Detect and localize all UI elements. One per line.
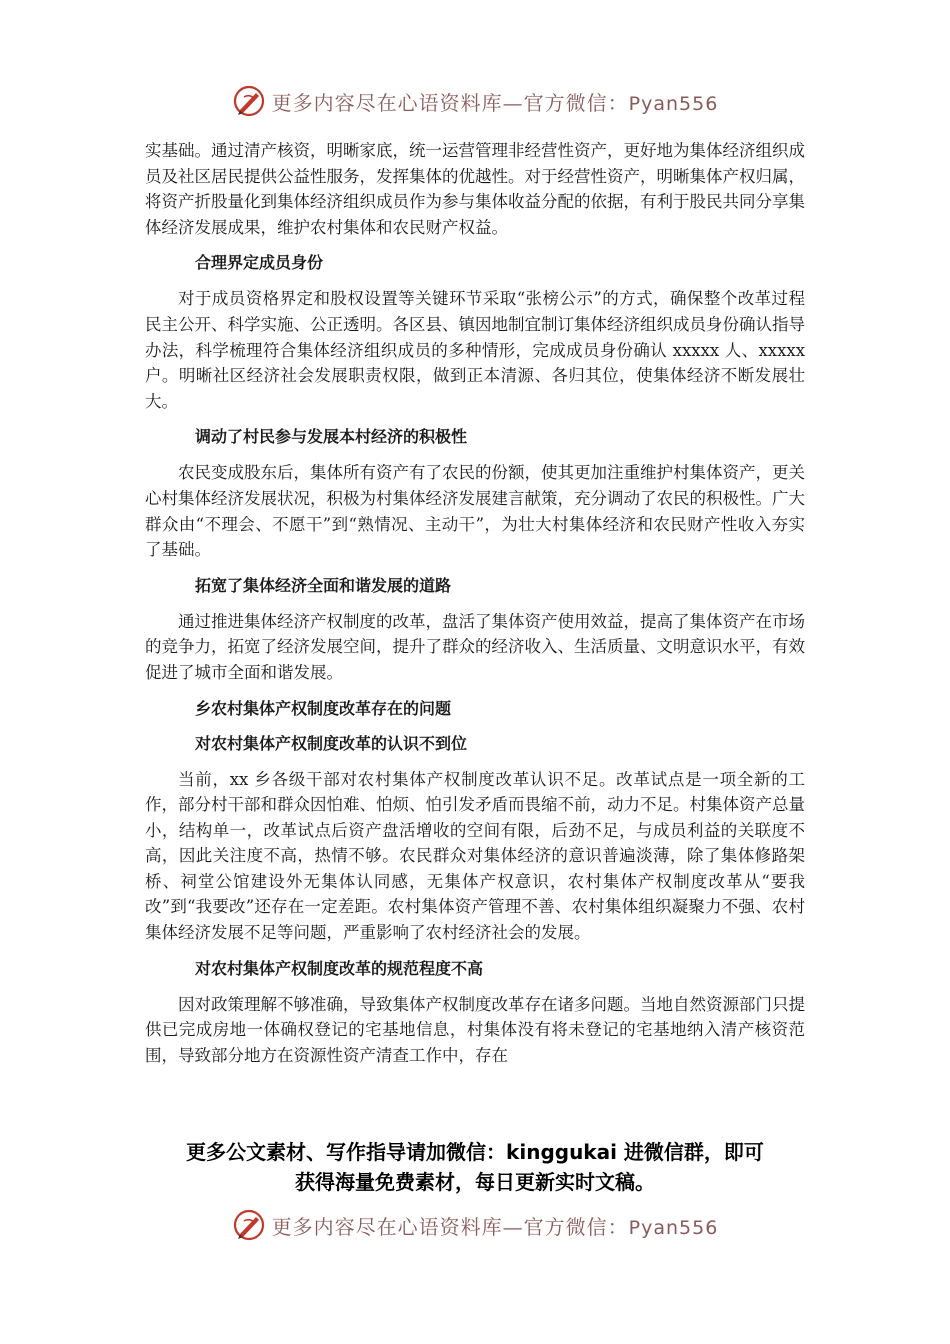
promo-line-1: 更多公文素材、写作指导请加微信：kinggukai 进微信群，即可 bbox=[186, 1140, 764, 1164]
paragraph-3: 农民变成股东后，集体所有资产有了农民的份额，使其更加注重维护村集体资产，更关心村集体经济发展状况，积极为村集体经济发展建言献策，充分调动了农民的积极性。广大群众由“不理会、不愿干”到“熟情况、主动干”，为壮大村集体经济和农民财产性收入夯实了基础。 bbox=[145, 463, 805, 560]
pen-logo-icon bbox=[232, 1208, 266, 1242]
footer-banner-text: 更多内容尽在心语资料库—官方微信：Pyan556 bbox=[271, 1214, 719, 1239]
footer-banner bbox=[0, 1208, 950, 1242]
document-body bbox=[145, 138, 805, 1068]
paragraph-4: 通过推进集体经济产权制度的改革，盘活了集体资产使用效益，提高了集体资产在市场的竞争力，拓宽了经济发展空间，提升了群众的经济收入、生活质量、文明意识水平，有效促进了城市全面和谐发展。 bbox=[145, 611, 805, 682]
heading-reform-problems: 乡农村集体产权制度改革存在的问题 bbox=[195, 698, 452, 718]
paragraph-6: 因对政策理解不够准确，导致集体产权制度改革存在诸多问题。当地自然资源部门只提供已完成房地一体确权登记的宅基地信息，村集体没有将未登记的宅基地纳入清产核资范围，导致部分地方在资源性资产清查工作中，存在 bbox=[145, 994, 805, 1065]
paragraph-5: 当前，xx 乡各级干部对农村集体产权制度改革认识不足。改革试点是一项全新的工作，部分村干部和群众因怕难、怕烦、怕引发矛盾而畏缩不前，动力不足。村集体资产总量小，结构单一，改革试点后资产盘活增收的空间有限，后劲不足，与成员利益的关联度不高，因此关注度不高，热情不够。农民群众对集体经济的意识普遍淡薄，除了集体修路架桥、祠堂公馆建设外无集体认同感，无集体产权意识，农村集体产权制度改革从“要我改”到“我要改”还存在一定差距。农村集体资产管理不善、农村集体组织凝聚力不强、农村集体经济发展不足等问题，严重影响了农村经济社会的发展。 bbox=[145, 769, 805, 943]
promo-notice bbox=[140, 1137, 810, 1197]
paragraph-2: 对于成员资格界定和股权设置等关键环节采取“张榜公示”的方式，确保整个改革过程民主公开、科学实施、公正透明。各区县、镇因地制宜制订集体经济组织成员身份确认指导办法，科学梳理符合集体经济组织成员的多种情形，完成成员身份确认 xxxxx 人、xxxxx 户。明晰社区经济社会发展职责权限，做到正本清源、各归其位，使集体经济不断发展壮大。 bbox=[145, 289, 805, 411]
paragraph-1: 实基础。通过清产核资，明晰家底，统一运营管理非经营性资产，更好地为集体经济组织成员及社区居民提供公益性服务，发挥集体的优越性。对于经营性资产，明晰集体产权归属，将资产折股量化到集体经济组织成员作为参与集体收益分配的依据，有利于股民共同分享集体经济发展成果，维护农村集体和农民财产权益。 bbox=[145, 141, 805, 237]
header-banner bbox=[0, 84, 950, 118]
heading-member-identity: 合理界定成员身份 bbox=[195, 253, 324, 273]
heading-villager-enthusiasm: 调动了村民参与发展本村经济的积极性 bbox=[195, 427, 468, 447]
heading-low-standardization: 对农村集体产权制度改革的规范程度不高 bbox=[195, 958, 484, 978]
promo-line-2: 获得海量免费素材，每日更新实时文稿。 bbox=[295, 1170, 655, 1194]
footer-wechat-id: Pyan556 bbox=[628, 1216, 719, 1239]
heading-insufficient-awareness: 对农村集体产权制度改革的认识不到位 bbox=[195, 733, 468, 753]
header-banner-text: 更多内容尽在心语资料库—官方微信：Pyan556 bbox=[271, 90, 719, 115]
pen-logo-icon bbox=[232, 84, 266, 118]
heading-harmonious-development: 拓宽了集体经济全面和谐发展的道路 bbox=[195, 575, 452, 595]
header-wechat-id: Pyan556 bbox=[628, 92, 719, 115]
